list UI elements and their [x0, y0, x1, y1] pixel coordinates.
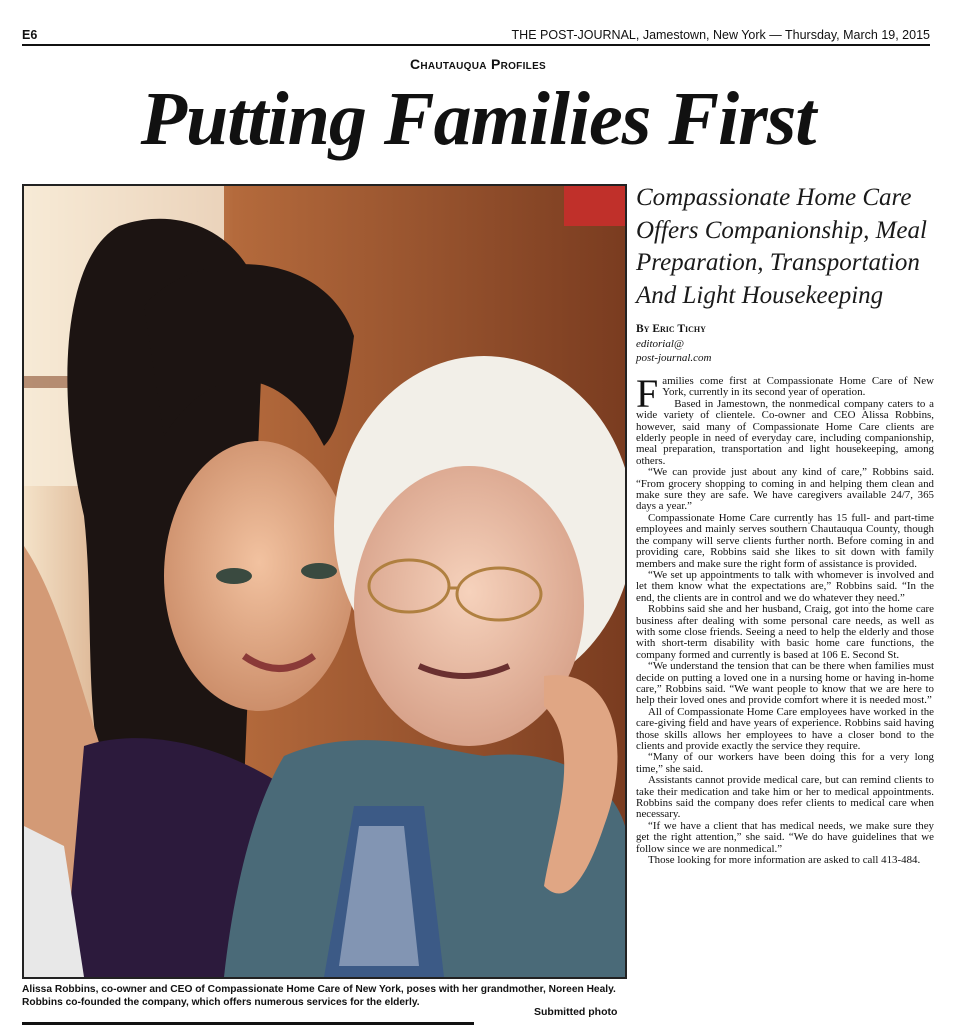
- article-body: [636, 371, 934, 867]
- article-paragraph: Assistants cannot provide medical care, but can remind clients to take their medication and take him or her to medical appointments. Robbins said the company does refer clients to medical care when necessary.: [636, 774, 934, 821]
- article-paragraph: Robbins said she and her husband, Craig, got into the home care business after dealing with some personal care needs, as well as with some close friends. Seeing a need to help the elderly and those with short-term disability with basic home care functions, the company formed and currently is based at 106 E. Second St.: [636, 603, 934, 661]
- article-paragraph: Compassionate Home Care currently has 15 full- and part-time employees and mainly serves southern Chautauqua County, though the company will serve clients further north. Before coming in and providing care, Robbins said she likes to sit down with family members and make sure the right form of assistance is provided.: [636, 511, 934, 570]
- article-paragraph: Those looking for more information are asked to call 413-484.: [648, 854, 921, 867]
- article-paragraph: “Many of our workers have been doing this for a very long time,” she said.: [636, 751, 934, 775]
- section-label: Chautauqua Profiles: [409, 56, 547, 72]
- photo-caption: Alissa Robbins, co-owner and CEO of Compassionate Home Care of New York, poses with her grandmother, Noreen Healy. Robbins co-founded the company, which offers numerous services for the elderly.: [22, 984, 616, 1009]
- byline-email-1: editorial@: [636, 337, 685, 350]
- byline-author: By Eric Tichy: [636, 323, 706, 335]
- article-paragraph: All of Compassionate Home Care employees have worked in the care-giving field and have years of experience. Robbins said having those skills allows her employees to have a closer bond to the clients and provide exactly the service they require.: [636, 705, 934, 752]
- dateline: THE POST-JOURNAL, Jamestown, New York — Thursday, March 19, 2015: [511, 28, 930, 42]
- article-paragraph: Based in Jamestown, the nonmedical company caters to a wide variety of clientele. Co-owner and CEO Alissa Robbins, however, said many of Compassionate Home Care clients are elderly people in need of everyday care, including companionship, meal preparation, transportation and light housekeeping, among others.: [636, 397, 934, 467]
- bottom-rule: [22, 1022, 474, 1025]
- page-number: E6: [22, 28, 38, 42]
- masthead-bar: [22, 22, 930, 42]
- photo-credit: Submitted photo: [534, 1006, 618, 1018]
- masthead-rule: [22, 44, 930, 46]
- drop-cap: F: [636, 371, 659, 416]
- article-paragraph: Families come first at Compassionate Home Care of New York, currently in its second year of operation.: [636, 371, 934, 416]
- article-paragraph: “We can provide just about any kind of care,” Robbins said. “From grocery shopping to coming in and helping them clean and make sure they are safe. We have caregivers available 24/7, 365 days a year.”: [636, 466, 934, 513]
- article-paragraph: “We set up appointments to talk with whomever is involved and let them know what the expectations are,” Robbins said. “In the end, the clients are in control and we do whatever they need.”: [636, 568, 934, 604]
- feature-photo: [22, 184, 627, 979]
- byline: [636, 322, 936, 366]
- article-paragraph: “If we have a client that has medical needs, we make sure they get the right attention,” she said. “We do have guidelines that we follow since we are nonmedical.”: [636, 819, 934, 855]
- byline-email-2: post-journal.com: [636, 352, 712, 365]
- headline: Putting Families First: [140, 77, 816, 161]
- article-paragraph: “We understand the tension that can be there when families must decide on putting a loved one in a nursing home or having in-home care,” Robbins said. “We want people to know that we are here to help their loved ones and provide comfort where it is needed most.”: [636, 660, 934, 707]
- deck: Compassionate Home Care Offers Companionship, Meal Preparation, Transportation And Light Housekeeping: [636, 184, 927, 309]
